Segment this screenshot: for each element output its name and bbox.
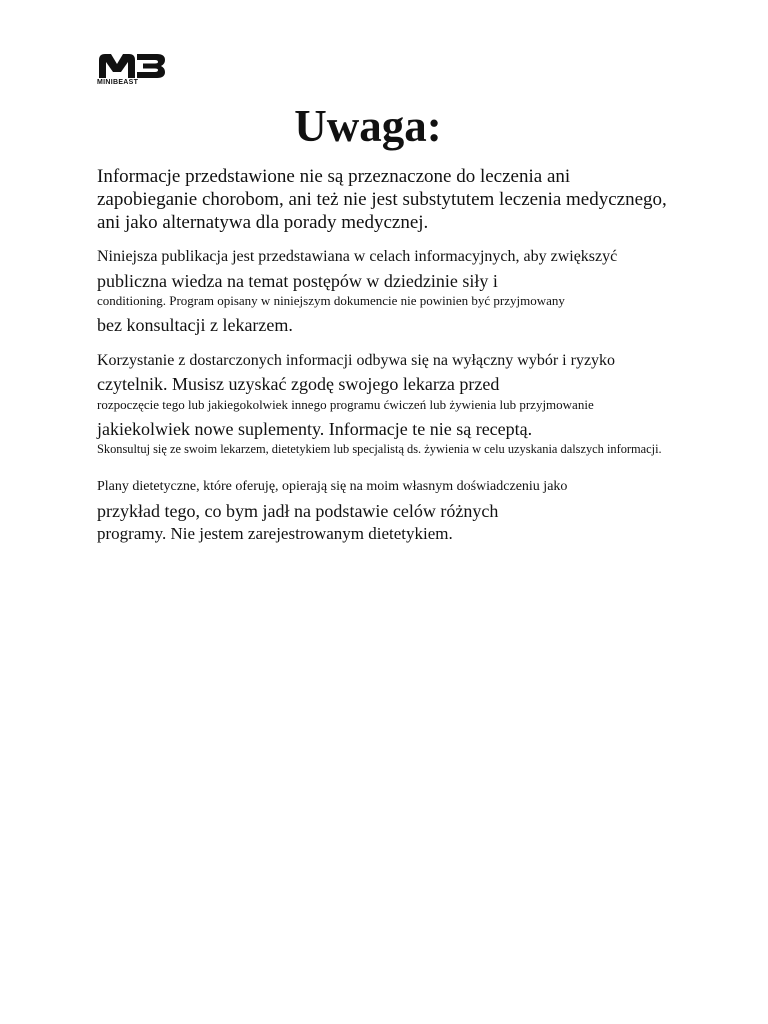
logo-subtitle: MINIBEAST: [97, 79, 139, 86]
text-line: Korzystanie z dostarczonych informacji odbywa się na wyłączny wybór i ryzyko: [97, 352, 616, 369]
text-line: conditioning. Program opisany w niniejszym dokumencie nie powinien być przyjmowany: [97, 293, 565, 308]
text-line: publiczna wiedza na temat postępów w dziedzinie siły i: [97, 271, 498, 291]
text-line: Niniejsza publikacja jest przedstawiana w celach informacyjnych, aby zwiększyć: [97, 248, 618, 265]
text-line: czytelnik. Musisz uzyskać zgodę swojego lekarza przed: [97, 374, 500, 394]
text-line: zapobieganie chorobom, ani też nie jest substytutem leczenia medycznego,: [97, 189, 667, 210]
text-line: jakiekolwiek nowe suplementy. Informacje te nie są receptą.: [97, 419, 533, 439]
text-line: Informacje przedstawione nie są przeznaczone do leczenia ani: [97, 166, 571, 187]
text-line: Plany dietetyczne, które oferuję, opierają się na moim własnym doświadczeniu jako: [97, 479, 568, 494]
text-line: Skonsultuj się ze swoim lekarzem, dietetykiem lub specjalistą ds. żywienia w celu uzyskania dalszych informacji.: [97, 442, 662, 456]
mb-logo-mark: [97, 52, 167, 80]
text-line: przykład tego, co bym jadł na podstawie celów różnych: [97, 501, 499, 521]
text-line: bez konsultacji z lekarzem.: [97, 315, 293, 335]
minibeast-logo: [97, 52, 167, 88]
text-line: ani jako alternatywa dla porady medycznej.: [97, 212, 429, 233]
page-title: Uwaga:: [294, 101, 442, 151]
text-line: rozpoczęcie tego lub jakiegokolwiek innego programu ćwiczeń lub żywienia lub przyjmowanie: [97, 397, 594, 412]
text-line: programy. Nie jestem zarejestrowanym dietetykiem.: [97, 524, 453, 543]
